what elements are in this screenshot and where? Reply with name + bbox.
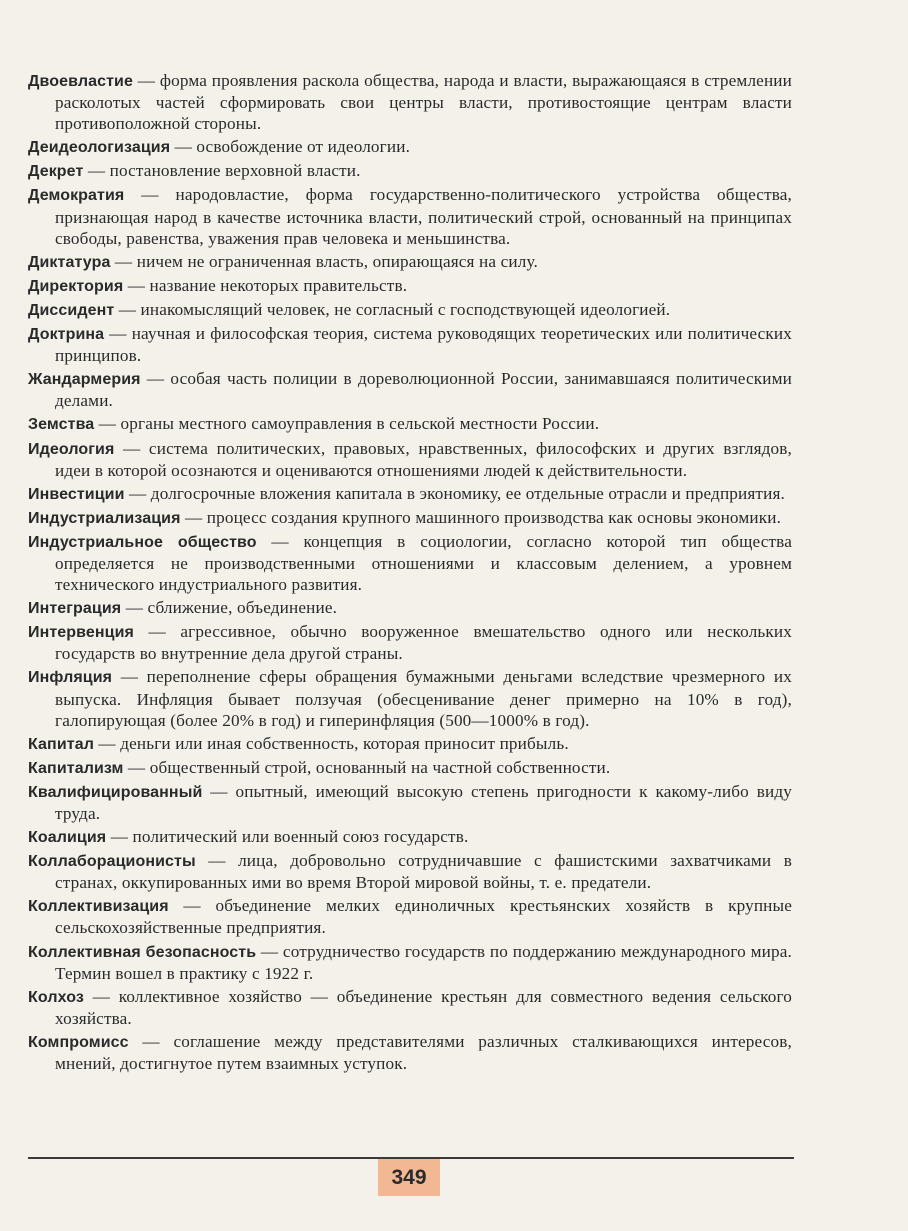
glossary-term: Коллективизация <box>28 898 169 916</box>
page-number: 349 <box>378 1159 440 1196</box>
glossary-term: Капитализм <box>28 759 124 777</box>
glossary-definition: — лица, добровольно сотрудничавшие с фашистскими захватчиками в странах, оккупированных ими во время Второй мировой войны, т. е. предатели. <box>55 851 792 893</box>
glossary-definition: — объединение мелких единоличных крестьянских хозяйств в крупные сельскохозяйственные предприятия. <box>55 896 792 938</box>
glossary-definition: — форма проявления раскола общества, народа и власти, выражающаяся в стремлении расколотых частей сформировать свои центры власти, противостоящие центрам власти противоположной стороны. <box>55 71 792 134</box>
glossary-entry <box>28 826 792 848</box>
glossary-entry <box>28 895 792 938</box>
glossary-definition: — деньги или иная собственность, которая приносит прибыль. <box>93 733 569 753</box>
glossary-definition: — переполнение сферы обращения бумажными деньгами вследствие чрезмерного их выпуска. Инфляция бывает ползучая (обесценивание денег примерно на 10% в год), галопирующая (более 20% в год) и гиперинфляция (500—1000% в год). <box>55 667 792 730</box>
glossary-definition: — постановление верховной власти. <box>83 161 361 181</box>
glossary-definition: — инакомыслящий человек, не согласный с господствующей идеологией. <box>114 299 671 319</box>
glossary-term: Демократия <box>28 187 125 205</box>
glossary-entry <box>28 597 792 619</box>
glossary-term: Колхоз <box>28 988 84 1006</box>
glossary-term: Инфляция <box>28 669 113 687</box>
glossary-term: Компромисс <box>28 1033 129 1051</box>
glossary-entry <box>28 986 792 1029</box>
glossary-definition: — система политических, правовых, нравственных, философских и других взглядов, идеи в которой осознаются и оцениваются отношениями людей к действительности. <box>55 438 792 480</box>
glossary-entry <box>28 666 792 730</box>
glossary-definition: — опытный, имеющий высокую степень пригодности к какому-либо виду труда. <box>55 781 792 823</box>
glossary-definition: — агрессивное, обычно вооруженное вмешательство одного или нескольких государств во внутренние дела другой страны. <box>55 622 792 664</box>
glossary-entry <box>28 413 792 435</box>
glossary-entry <box>28 1031 792 1074</box>
glossary-term: Капитал <box>28 735 94 753</box>
glossary-term: Диктатура <box>28 253 111 271</box>
glossary-definition: — научная и философская теория, система руководящих теоретических или политических принципов. <box>55 324 792 366</box>
glossary-entry <box>28 757 792 779</box>
glossary-entry <box>28 136 792 158</box>
glossary-entry <box>28 941 792 984</box>
glossary-term: Интервенция <box>28 624 134 642</box>
glossary-entry <box>28 507 792 529</box>
glossary-term: Коалиция <box>28 829 107 847</box>
glossary-term: Индустриальное общество <box>28 533 257 551</box>
glossary-definition: — освобождение от идеологии. <box>170 137 411 157</box>
glossary-definition: — сотрудничество государств по поддержанию международного мира. Термин вошел в практику с 1922 г. <box>55 941 792 983</box>
glossary-term: Коллективная безопасность <box>28 943 257 961</box>
glossary-definition: — народовластие, форма государственно-политического устройства общества, признающая народ в качестве источника власти, политический строй, основанный на принципах свободы, равенства, уважения прав человека и меньшинства. <box>55 185 792 248</box>
glossary-term: Директория <box>28 277 124 295</box>
glossary-definition: — процесс создания крупного машинного производства как основы экономики. <box>180 507 782 527</box>
glossary-entry <box>28 323 792 366</box>
glossary-entry <box>28 438 792 481</box>
glossary-entry <box>28 184 792 248</box>
glossary-definition: — название некоторых правительств. <box>123 275 408 295</box>
glossary-term: Двоевластие <box>28 73 133 90</box>
glossary-entry <box>28 251 792 273</box>
glossary-entry <box>28 733 792 755</box>
glossary-entry <box>28 483 792 505</box>
glossary-definition: — концепция в социологии, согласно которой тип общества определяется не производственными отношениями и классовым делением, а уровнем технического индустриального развития. <box>55 531 792 595</box>
glossary-term: Доктрина <box>28 326 105 344</box>
glossary-term: Жандармерия <box>28 371 141 389</box>
glossary-entry <box>28 850 792 893</box>
glossary-entry <box>28 275 792 297</box>
glossary-entry <box>28 70 792 134</box>
glossary-term: Декрет <box>28 163 84 181</box>
glossary-definition: — коллективное хозяйство — объединение крестьян для совместного ведения сельского хозяйства. <box>55 986 792 1028</box>
glossary-entry <box>28 160 792 182</box>
glossary-term: Идеология <box>28 440 115 458</box>
glossary-entry <box>28 368 792 411</box>
glossary-term: Диссидент <box>28 301 115 319</box>
glossary-definition: — соглашение между представителями различных сталкивающихся интересов, мнений, достигнутое путем взаимных уступок. <box>55 1031 792 1074</box>
glossary-entry <box>28 621 792 664</box>
glossary-definition: — органы местного самоуправления в сельской местности России. <box>94 414 600 434</box>
glossary-term: Квалифицированный <box>28 783 203 801</box>
glossary-definition: — политический или военный союз государств. <box>106 827 469 847</box>
glossary-entry <box>28 531 792 595</box>
glossary-entry <box>28 781 792 824</box>
glossary-definition: — долгосрочные вложения капитала в экономику, ее отдельные отрасли и предприятия. <box>124 483 785 503</box>
glossary-entry <box>28 299 792 321</box>
glossary-definition: — общественный строй, основанный на частной собственности. <box>123 757 611 777</box>
glossary-definition: — ничем не ограниченная власть, опирающаяся на силу. <box>110 251 538 271</box>
glossary-list <box>28 70 792 1076</box>
glossary-term: Деидеологизация <box>28 139 171 157</box>
glossary-term: Коллаборационисты <box>28 853 196 871</box>
glossary-term: Интеграция <box>28 600 122 618</box>
glossary-term: Земства <box>28 416 95 434</box>
glossary-definition: — сближение, объединение. <box>121 598 338 618</box>
glossary-term: Инвестиции <box>28 485 125 503</box>
glossary-term: Индустриализация <box>28 509 181 527</box>
glossary-definition: — особая часть полиции в дореволюционной России, занимавшаяся политическими делами. <box>55 369 792 411</box>
